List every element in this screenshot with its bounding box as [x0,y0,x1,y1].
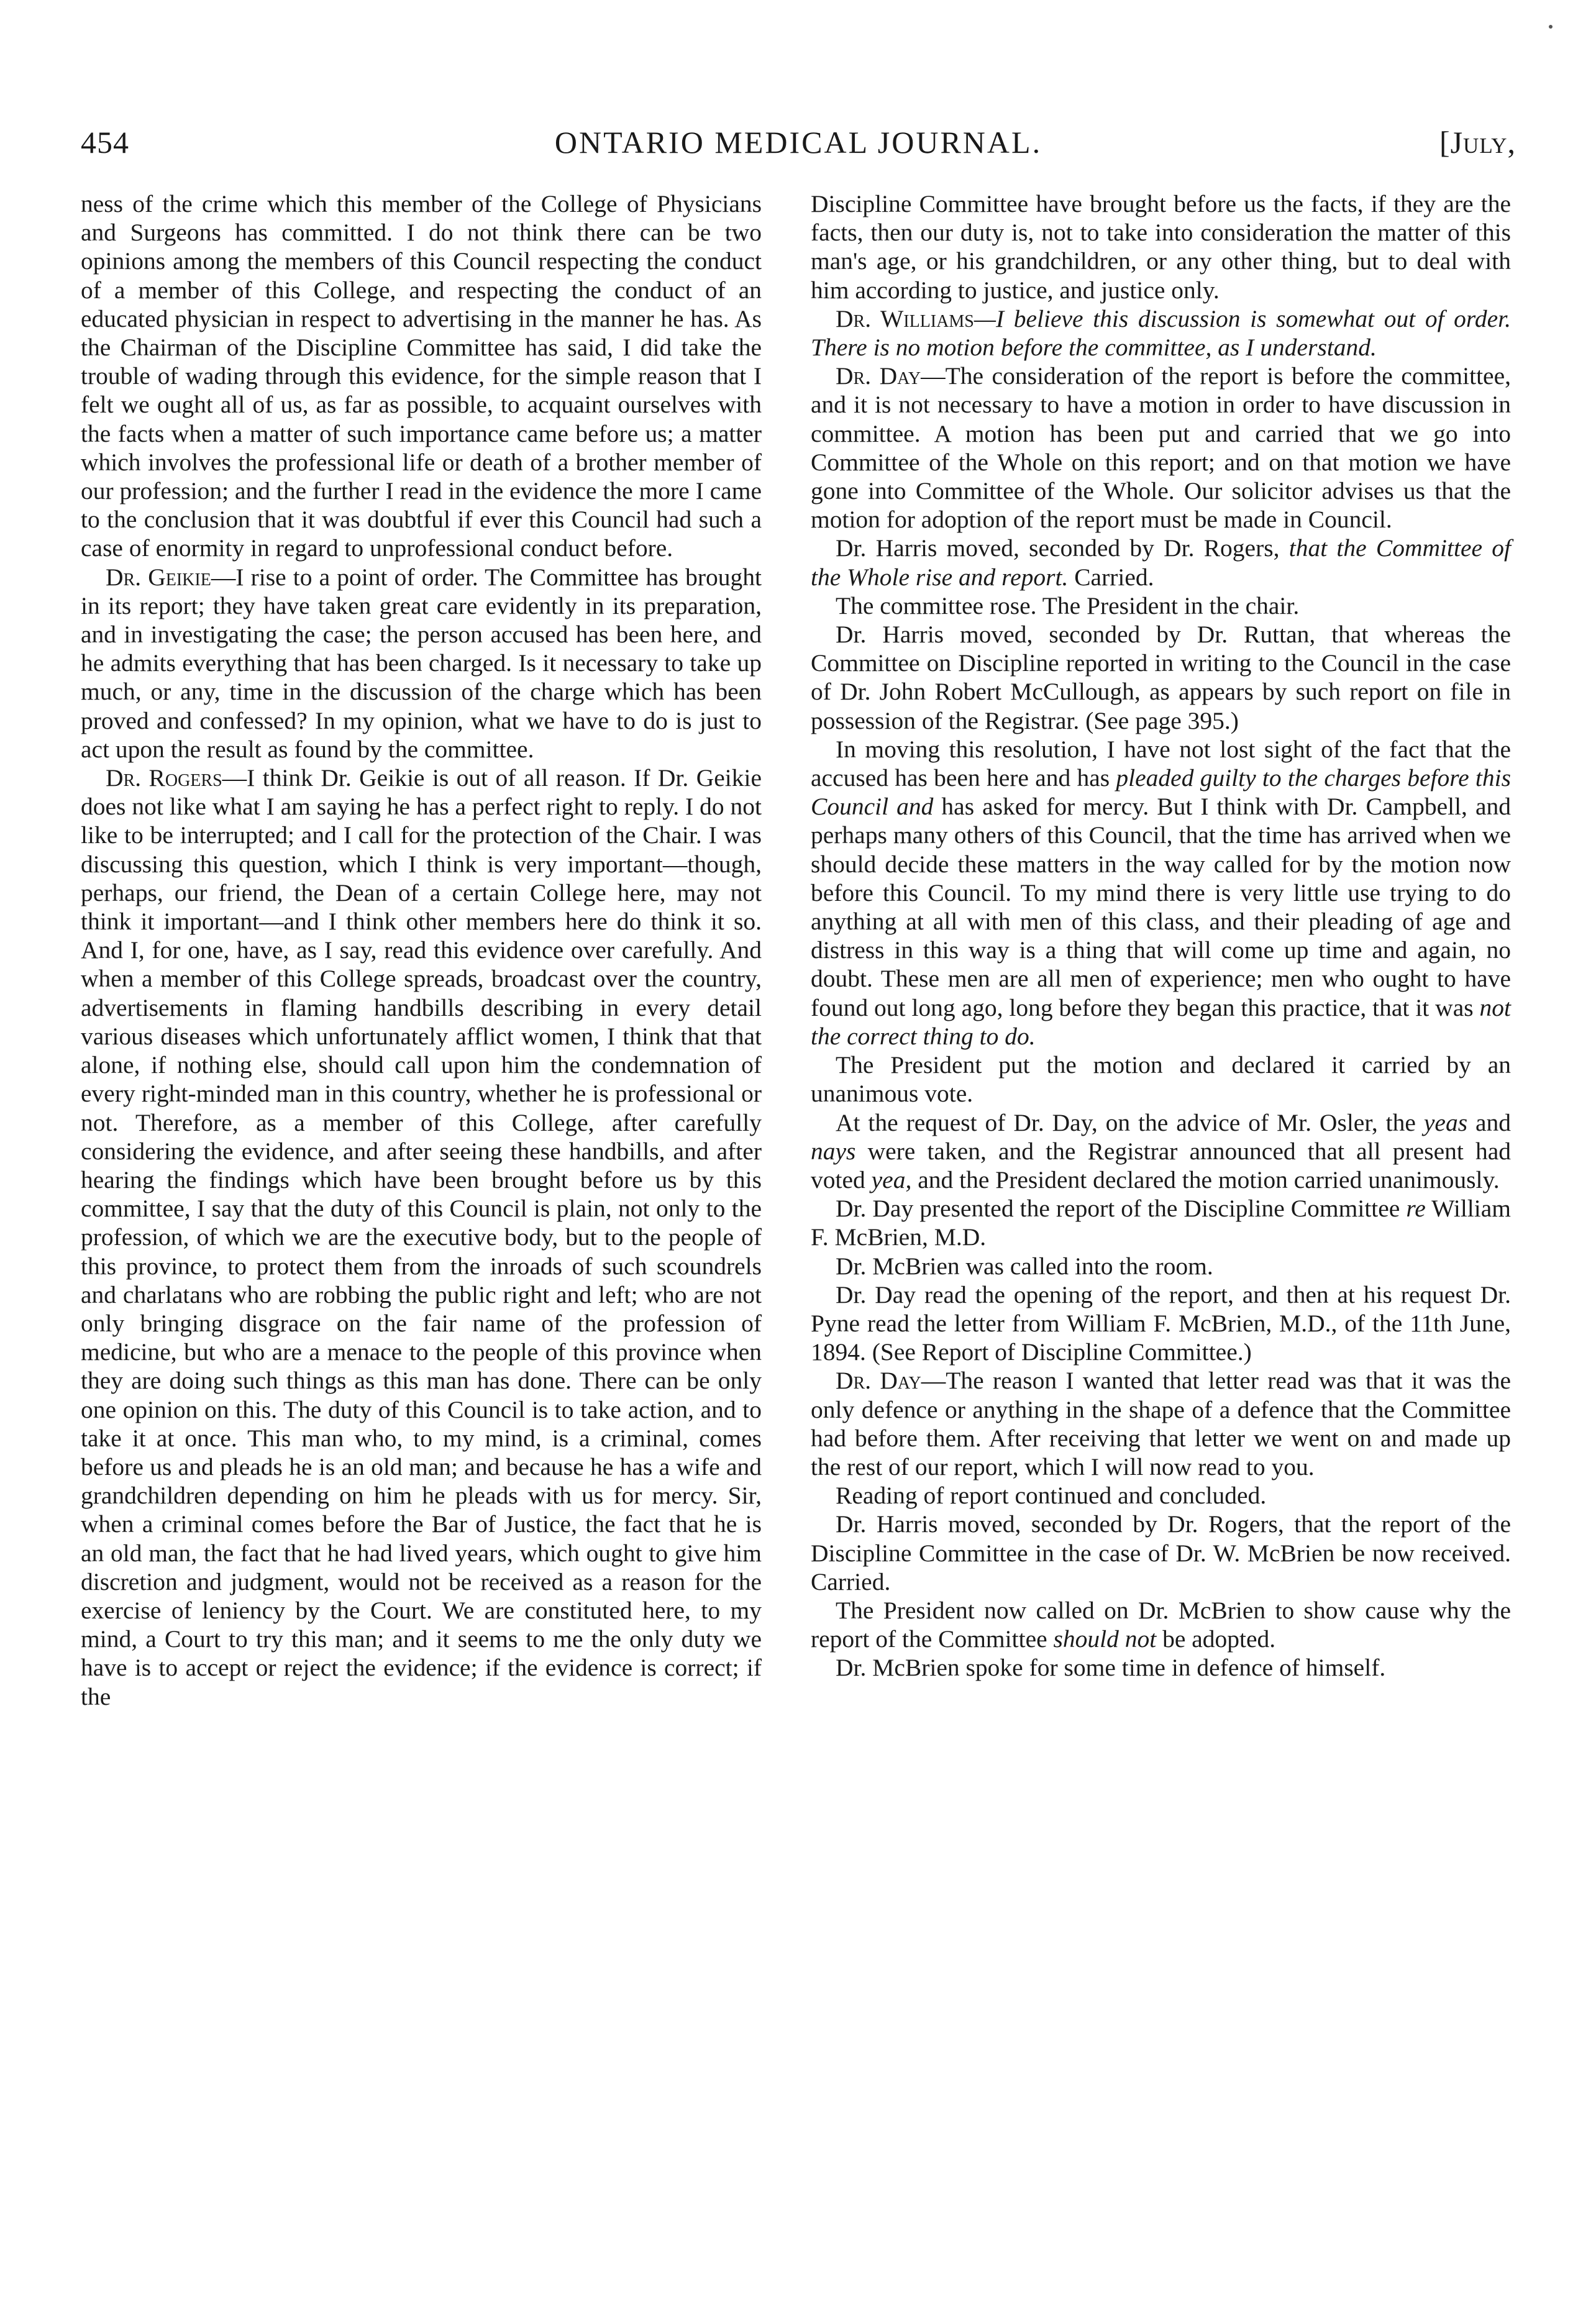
text-run-italic: pleaded guilty to the charges before this Council and [811,764,1512,821]
speaker-name: Dr. Geikie [106,563,211,591]
paragraph: ness of the crime which this member of the College of Physicians and Surgeons has committed. I do not think there can be two opinions among the members of this Council respecting the conduct of a member of this College, and respecting the conduct of an educated physician in respect to advertising in the manner he has. As the Chairman of the Discipline Committee has said, I did take the trouble of wading through this evidence, for the simple reason that I felt we ought all of us, as far as possible, to acquaint ourselves with the facts when a matter of such importance came before us; a matter which involves the professional life or death of a brother member of our profession; and the further I read in the evidence the more I came to the conclusion that it was doubtful if ever this Council had such a case of enormity in regard to unprofessional conduct before. [81,190,762,562]
text-run: has asked for mercy. But I think with Dr. Campbell, and perhaps many others of this Council, that the time has arrived when we should decide these matters in the way called for by the motion now before this Council. To my mind there is very little use trying to do anything at all with men of this class, and their pleading of age and distress in this way is a thing that will come up time and again, no doubt. These men are all men of experience; men who ought to have found out long ago, long before they began this practice, that it was [811,793,1512,1021]
paragraph: Dr. Harris moved, seconded by Dr. Rogers, that the report of the Discipline Committee in the case of Dr. W. McBrien be now received. Carried. [811,1510,1511,1595]
speaker-name: Dr. Day [836,1367,921,1395]
speaker-name: Dr. Rogers [106,764,222,792]
paragraph: Dr. McBrien was called into the room. [836,1252,1213,1280]
text-run: William F. McBrien, M.D. [811,1195,1511,1251]
motion-text-italic: that the Committee of the Whole rise and report. [811,534,1511,591]
speech-text: —I believe this discussion is somewhat out of order. There is no motion before the committee, as I understand. [811,304,1511,362]
paragraph [811,1596,1511,1653]
paragraph [811,1366,1511,1481]
paragraph: Dr. Harris moved, seconded by Dr. Ruttan, that whereas the Committee on Discipline reported in writing to the Council in the case of Dr. John Robert McCullough, as appears by such report on file in possession of the Registrar. (See page 395.) [811,621,1511,734]
text-run-italic: re [1406,1195,1426,1223]
text-run-italic: not the correct thing to do. [811,993,1512,1050]
motion-result: Carried. [1074,563,1154,591]
paragraph: Dr. Day read the opening of the report, and then at his request Dr. Pyne read the letter from William F. McBrien, M.D., of the 11th June, 1894. (See Report of Discipline Committee.) [811,1280,1511,1366]
paragraph [811,362,1511,534]
running-header [81,124,1516,168]
paragraph: The committee rose. The President in the chair. [836,591,1300,619]
paragraph [811,304,1511,362]
speech-text: —The reason I wanted that letter read was that it was the only defence or anything in the shape of a defence that the Committee had before them. After receiving that letter we went on and made up the rest of our report, which I will now read to you. [811,1367,1511,1480]
paragraph [811,534,1511,591]
speech-text: —The consideration of the report is before the committee, and it is not necessary to have a motion in order to have discussion in committee. A motion has been put and carried that we go into Committee of the Whole on this report; and on that motion we have gone into Committee of the Whole. Our solicitor advises us that the motion for adoption of the report must be made in Council. [811,362,1511,534]
paragraph [811,735,1511,1051]
text-run: In moving this resolution, I have not lost sight of the fact that the accused has been here and has [811,735,1511,792]
paragraph [811,1194,1511,1251]
right-column [811,189,1511,1682]
paragraph [81,563,762,764]
left-column [81,189,762,1711]
paragraph: The President put the motion and declared it carried by an unanimous vote. [811,1051,1511,1108]
motion-text: Dr. Harris moved, seconded by Dr. Rogers, [836,534,1280,562]
text-run-italic: should not [1053,1625,1157,1653]
paragraph [811,1108,1511,1195]
text-run: At the request of Dr. Day, on the advice of Mr. Osler, the [836,1108,1416,1136]
journal-title: ONTARIO MEDICAL JOURNAL. [554,125,1042,160]
speech-text: —I think Dr. Geikie is out of all reason. If Dr. Geikie does not like what I am saying he has a perfect right to reply. I do not like to be interrupted; and I call for the protection of the Chair. I was discussing this question, which I think is very important—though, perhaps, our friend, the Dean of a certain College here, may not think it important—and I think other members here do think it so. And I, for one, have, as I say, read this evidence over carefully. And when a member of this College spreads, broadcast over the country, advertisements in flaming handbills describing in every detail various diseases which unfortunately afflict women, I think that that alone, if nothing else, should call upon him the condemnation of every right-minded man in this country, whether he is professional or not. Therefore, as a member of this College, after carefully considering the evidence, and after seeing these handbills, and after hearing the findings which have been brought before us by this committee, I say that the duty of this Council is plain, not only to the profession, of which we are the executive body, but to the people of this province, to protect them from the inroads of such scoundrels and charlatans who are robbing the public right and left; who are not only bringing disgrace on the fair name of the profession of medicine, but who are a menace to the people of this province when they are doing such things as this man has done. There can be only one opinion on this. The duty of this Council is to take action, and to take it at once. This man who, to my mind, is a criminal, comes before us and pleads he is an old man; and because he has a wife and grandchildren depending on him he pleads with us for mercy. Sir, when a criminal comes before the Bar of Justice, the fact that he is an old man, the fact that he had lived years, which ought to give him discretion and judgment, would not be received as a reason for the exercise of leniency by the Court. We are constituted here, to my mind, a Court to try this man; and it seems to me the only duty we have is to accept or reject the evidence; if the evidence is correct; if the [81,764,762,1710]
text-run: were taken, and the Registrar announced that all present had voted [811,1137,1512,1193]
text-run: and the President declared the motion carried unanimously. [918,1166,1500,1193]
text-run-italic: yeas [1423,1108,1468,1136]
scan-speck [1549,25,1553,29]
paragraph: Discipline Committee have brought before us the facts, if they are the facts, then our duty is, not to take into consideration the matter of this man's age, or his grandchildren, or any other thing, but to deal with him according to justice, and justice only. [811,190,1511,304]
text-run-italic: nays [811,1137,856,1165]
paragraph: Reading of report continued and concluded. [836,1482,1267,1510]
paragraph: Dr. McBrien spoke for some time in defence of himself. [836,1654,1386,1682]
paragraph [81,764,762,1711]
text-run: The President now called on Dr. McBrien to show cause why the report of the Committee [811,1596,1511,1653]
speaker-name: Dr. Williams [836,304,974,332]
speaker-name: Dr. Day [836,362,921,390]
text-run: Dr. Day presented the report of the Discipline Committee [836,1195,1400,1223]
text-run-italic: yea, [871,1166,912,1193]
text-run: be adopted. [1162,1625,1276,1653]
speech-text: —I rise to a point of order. The Committee has brought in its report; they have taken great care evidently in its preparation, and in investigating the case; the person accused has been here, and he admits everything that has been charged. Is it necessary to take up much, or any, time in the discussion of the charge which has been proved and confessed? In my opinion, what we have to do is just to act upon the result as found by the committee. [81,563,762,763]
page-number: 454 [81,125,129,160]
text-run: and [1475,1108,1512,1136]
issue-month: [July, [1439,125,1516,160]
